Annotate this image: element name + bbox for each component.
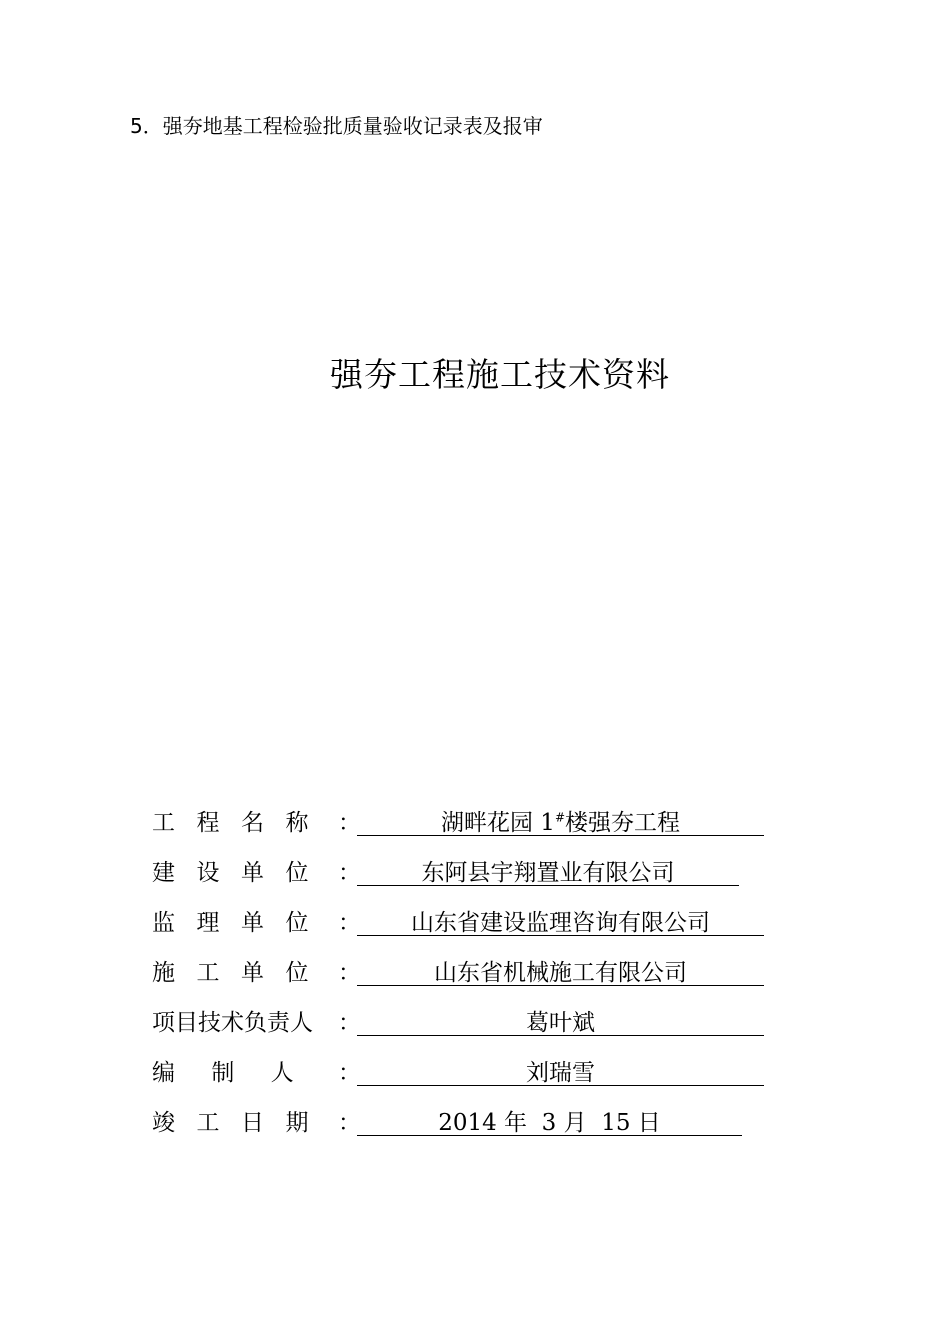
project-name-label <box>152 806 352 840</box>
project-name-row <box>152 800 792 850</box>
label-char: 术 <box>221 1010 244 1036</box>
label-char: 编 <box>152 1060 175 1086</box>
label-char: 竣 <box>152 1110 175 1136</box>
project-name-prefix: 湖畔花园 1 <box>440 810 555 836</box>
label-char: 理 <box>196 910 220 936</box>
label-char: 工 <box>196 960 220 986</box>
label-char: 位 <box>285 910 309 936</box>
supervision-unit-value: 山东省建设监理咨询有限公司 <box>357 906 764 936</box>
label-colon: ： <box>338 1110 361 1136</box>
building-number-mark: # <box>554 810 565 825</box>
label-char: 位 <box>285 960 309 986</box>
label-colon: ： <box>338 1060 361 1086</box>
document-title: 强夯工程施工技术资料 <box>330 355 670 394</box>
label-char: 单 <box>241 960 264 986</box>
label-char: 制 <box>211 1060 235 1086</box>
label-char: 技 <box>198 1010 221 1036</box>
label-char: 工 <box>152 810 175 836</box>
label-char: 施 <box>152 960 175 986</box>
label-char: 设 <box>196 860 220 886</box>
label-char: 单 <box>241 860 264 886</box>
construction-unit-row <box>152 850 792 900</box>
label-char: 期 <box>285 1110 309 1136</box>
label-char: 工 <box>196 1110 220 1136</box>
label-char: 称 <box>285 810 309 836</box>
compiler-row <box>152 1050 792 1100</box>
label-char: 监 <box>152 910 175 936</box>
technical-lead-value: 葛叶斌 <box>357 1006 764 1036</box>
label-char: 项 <box>152 1010 175 1036</box>
compiler-value: 刘瑞雪 <box>357 1056 764 1086</box>
compiler-label <box>152 1056 352 1090</box>
section-heading: 5．强夯地基工程检验批质量验收记录表及报审 <box>130 114 543 138</box>
technical-lead-label <box>152 1006 352 1040</box>
label-char: 日 <box>241 1110 264 1136</box>
construction-unit-label <box>152 856 352 890</box>
label-char: 负 <box>244 1010 267 1036</box>
supervision-unit-label <box>152 906 352 940</box>
contractor-unit-label <box>152 956 352 990</box>
label-char: 位 <box>285 860 309 886</box>
technical-lead-row <box>152 1000 792 1050</box>
completion-date-value: 2014 年 3 月 15 日 <box>357 1106 742 1136</box>
label-colon: ： <box>338 910 361 936</box>
label-char: 程 <box>196 810 220 836</box>
label-char: 责 <box>267 1010 290 1036</box>
label-char: 人 <box>270 1060 294 1086</box>
label-colon: ： <box>338 860 361 886</box>
label-char: 建 <box>152 860 175 886</box>
project-name-suffix: 楼强夯工程 <box>565 810 680 836</box>
construction-unit-value: 东阿县宇翔置业有限公司 <box>357 856 739 886</box>
label-colon: ： <box>338 1010 361 1036</box>
label-char: 单 <box>241 910 264 936</box>
label-char: 目 <box>175 1010 198 1036</box>
project-name-value <box>357 806 764 836</box>
contractor-unit-row <box>152 950 792 1000</box>
contractor-unit-value: 山东省机械施工有限公司 <box>357 956 764 986</box>
project-info-block <box>152 800 792 1150</box>
label-colon: ： <box>338 960 361 986</box>
label-colon: ： <box>338 810 361 836</box>
completion-date-row <box>152 1100 792 1150</box>
completion-date-label <box>152 1106 352 1140</box>
supervision-unit-row <box>152 900 792 950</box>
label-char: 人 <box>290 1010 313 1036</box>
label-char: 名 <box>241 810 264 836</box>
